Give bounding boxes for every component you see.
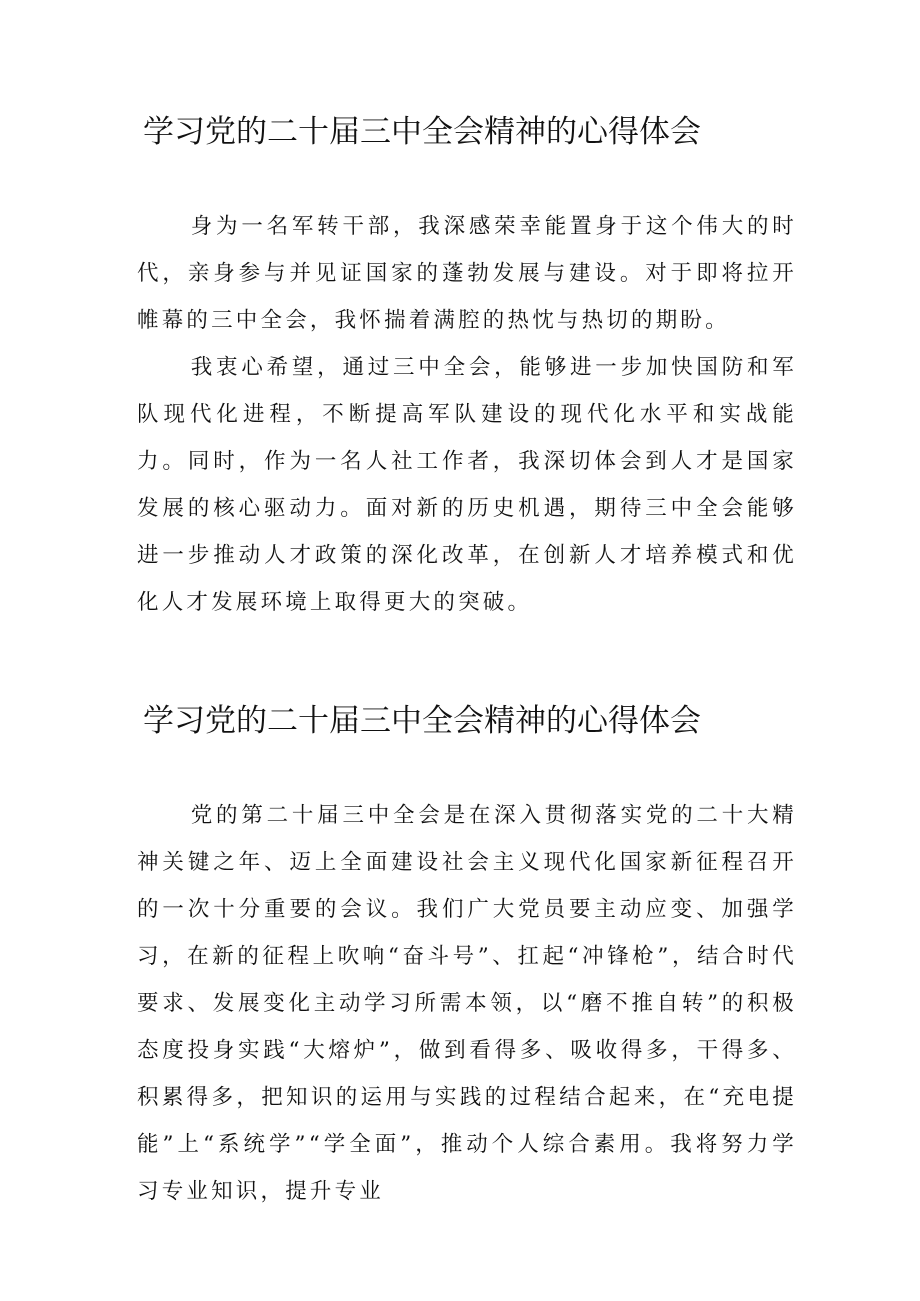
- article-paragraph: 我衷心希望，通过三中全会，能够进一步加快国防和军队现代化进程，不断提高军队建设的现代化水平和实战能力。同时，作为一名人社工作者，我深切体会到人才是国家发展的核心驱动力。面对新的历史机遇，期待三中全会能够进一步推动人才政策的深化改革，在创新人才培养模式和优化人才发展环境上取得更大的突破。: [137, 355, 797, 615]
- article-title: 学习党的二十届三中全会精神的心得体会: [143, 703, 701, 739]
- article-paragraph: 党的第二十届三中全会是在深入贯彻落实党的二十大精神关键之年、迈上全面建设社会主义现代化国家新征程召开的一次十分重要的会议。我们广大党员要主动应变、加强学习，在新的征程上吹响“奋斗号”、扛起“冲锋枪”，结合时代要求、发展变化主动学习所需本领，以“磨不推自转”的积极态度投身实践“大熔炉”，做到看得多、吸收得多，干得多、积累得多，把知识的运用与实践的过程结合起来，在“充电提能”上“系统学”“学全面”，推动个人综合素用。我将努力学习专业知识，提升专业: [137, 803, 797, 1204]
- article-paragraph: 身为一名军转干部，我深感荣幸能置身于这个伟大的时代，亲身参与并见证国家的蓬勃发展与建设。对于即将拉开帷幕的三中全会，我怀揣着满腔的热忱与热切的期盼。: [137, 214, 797, 333]
- article-title: 学习党的二十届三中全会精神的心得体会: [143, 114, 701, 150]
